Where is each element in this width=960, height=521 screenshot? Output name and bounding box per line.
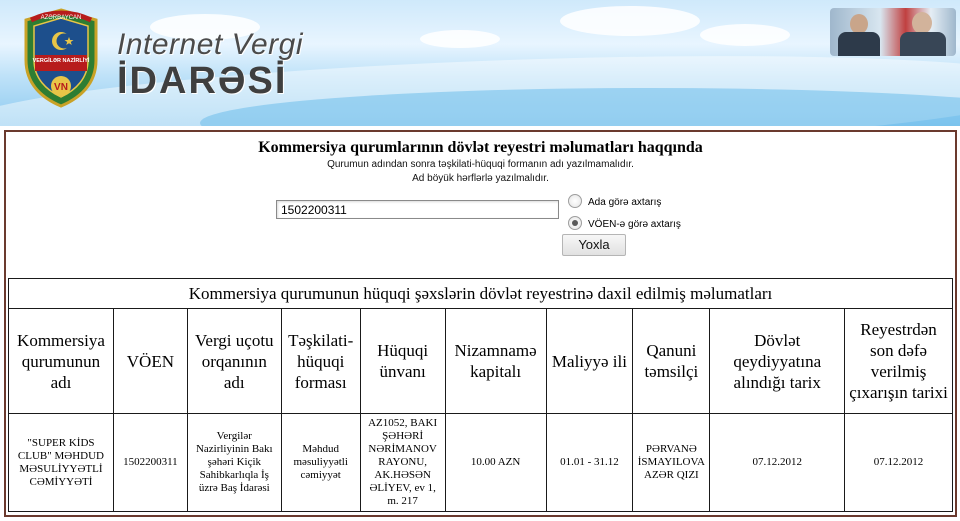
column-header: Kommersiya qurumunun adı (9, 309, 114, 414)
last-extract-date-cell: 07.12.2012 (845, 414, 953, 512)
portrait-figure-head (850, 14, 868, 34)
portrait-figure-body (838, 32, 880, 56)
column-header: Təşkilati-hüquqi forması (281, 309, 360, 414)
voen-cell: 1502200311 (113, 414, 187, 512)
radio-label: VÖEN-ə görə axtarış (588, 219, 681, 230)
radio-button-selected[interactable] (568, 216, 582, 230)
column-header: Vergi uçotu orqanının adı (187, 309, 281, 414)
banner-cloud (420, 30, 500, 48)
portrait-figure-body (900, 32, 946, 56)
radio-button[interactable] (568, 194, 582, 208)
column-header: VÖEN (113, 309, 187, 414)
emblem-mid-text: VERGİLƏR NAZİRLİYİ (32, 58, 90, 64)
instruction-note: Qurumun adından sonra təşkilati-hüquqi formanın adı yazılmamalıdır. (327, 159, 634, 170)
radio-label: Ada görə axtarış (588, 197, 662, 208)
legal-address-cell: AZ1052, BAKI ŞƏHƏRİ NƏRİMANOV RAYONU, AK.HƏSƏN ƏLİYEV, ev 1, m. 217 (360, 414, 445, 512)
radio-search-by-name[interactable] (568, 193, 661, 208)
column-header: Dövlət qeydiyyatına alındığı tarix (710, 309, 845, 414)
main-content-frame (4, 130, 957, 517)
column-header: Reyestrdən son dəfə verilmiş çıxarışın tarixi (845, 309, 953, 414)
registration-date-cell: 07.12.2012 (710, 414, 845, 512)
check-button[interactable]: Yoxla (562, 234, 626, 256)
financial-year-cell: 01.01 - 31.12 (546, 414, 633, 512)
column-header: Maliyyə ili (546, 309, 633, 414)
company-name-cell: "SUPER KİDS CLUB" MƏHDUD MƏSULİYYƏTLİ CƏMİYYƏTİ (9, 414, 114, 512)
portrait-figure-head (912, 12, 932, 34)
search-input[interactable] (276, 200, 559, 219)
banner-cloud (700, 24, 790, 46)
results-table (8, 278, 953, 512)
table-caption: Kommersiya qurumunun hüquqi şəxslərin dövlət reyestrinə daxil edilmiş məlumatları (9, 279, 953, 309)
legal-representative-cell: PƏRVANƏ İSMAYILOVA AZƏR QIZI (633, 414, 710, 512)
table-row (9, 414, 953, 512)
ministry-emblem-logo[interactable] (22, 8, 100, 108)
banner-cloud (560, 6, 700, 36)
header-portrait-image (830, 8, 956, 56)
search-form (6, 132, 955, 280)
column-header: Nizamnamə kapitalı (445, 309, 546, 414)
radio-search-by-voen[interactable] (568, 215, 681, 230)
column-header: Qanuni təmsilçi (633, 309, 710, 414)
charter-capital-cell: 10.00 AZN (445, 414, 546, 512)
page-title: Kommersiya qurumlarının dövlət reyestri məlumatları haqqında (258, 139, 703, 156)
site-title-line1: Internet Vergi (117, 28, 303, 61)
instruction-note: Ad böyük hərflərlə yazılmalıdır. (412, 173, 549, 184)
emblem-monogram: VN (54, 82, 68, 93)
column-header: Hüquqi ünvanı (360, 309, 445, 414)
site-title-line2: İDARƏSİ (117, 60, 288, 102)
site-header-banner (0, 0, 960, 126)
table-header-row (9, 309, 953, 414)
legal-form-cell: Məhdud məsuliyyətli cəmiyyət (281, 414, 360, 512)
tax-office-cell: Vergilər Nazirliyinin Bakı şəhəri Kiçik Sahibkarlıqla İş üzrə Baş İdarəsi (187, 414, 281, 512)
emblem-top-text: AZƏRBAYCAN (40, 15, 82, 21)
